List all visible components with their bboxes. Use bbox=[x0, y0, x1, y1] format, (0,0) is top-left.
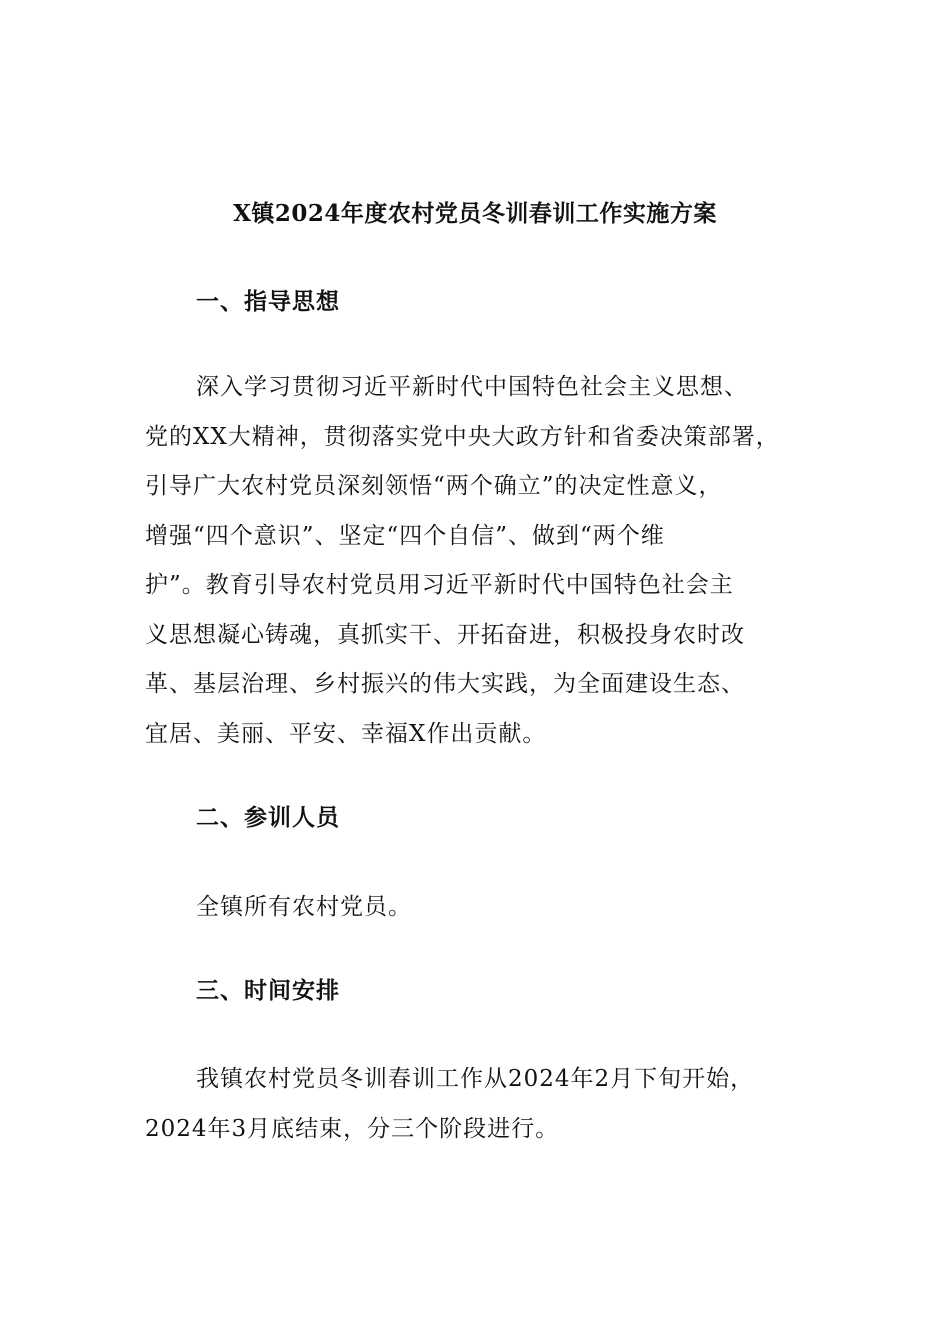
paragraph-line: 党的XX大精神，贯彻落实党中央大政方针和省委决策部署， bbox=[145, 423, 780, 450]
paragraph-line: 2024年3月底结束，分三个阶段进行。 bbox=[145, 1115, 560, 1142]
paragraph-line: 全镇所有农村党员。 bbox=[196, 894, 412, 920]
section-heading-participants: 二、参训人员 bbox=[196, 804, 340, 831]
paragraph-line: 我镇农村党员冬训春训工作从2024年2月下旬开始， bbox=[196, 1066, 755, 1092]
paragraph-line: 增强“四个意识”、坚定“四个自信”、做到“两个维 bbox=[145, 522, 665, 549]
document-title: X镇2024年度农村党员冬训春训工作实施方案 bbox=[233, 200, 717, 227]
section-paragraph-guiding-ideology bbox=[145, 363, 810, 759]
paragraph-line: 革、基层治理、乡村振兴的伟大实践，为全面建设生态、 bbox=[145, 671, 745, 697]
paragraph-line: 深入学习贯彻习近平新时代中国特色社会主义思想、 bbox=[196, 374, 748, 400]
section-heading-schedule: 三、时间安排 bbox=[196, 977, 340, 1004]
paragraph-line: 宜居、美丽、平安、幸福X作出贡献。 bbox=[145, 720, 547, 747]
paragraph-line: 义思想凝心铸魂，真抓实干、开拓奋进，积极投身农时改 bbox=[145, 621, 745, 648]
paragraph-line: 引导广大农村党员深刻领悟“两个确立”的决定性意义， bbox=[145, 473, 723, 499]
section-paragraph-participants bbox=[196, 883, 861, 933]
section-heading-guiding-ideology: 一、指导思想 bbox=[196, 288, 340, 315]
paragraph-line: 护”。教育引导农村党员用习近平新时代中国特色社会主 bbox=[145, 572, 734, 598]
section-paragraph-schedule bbox=[145, 1055, 810, 1154]
